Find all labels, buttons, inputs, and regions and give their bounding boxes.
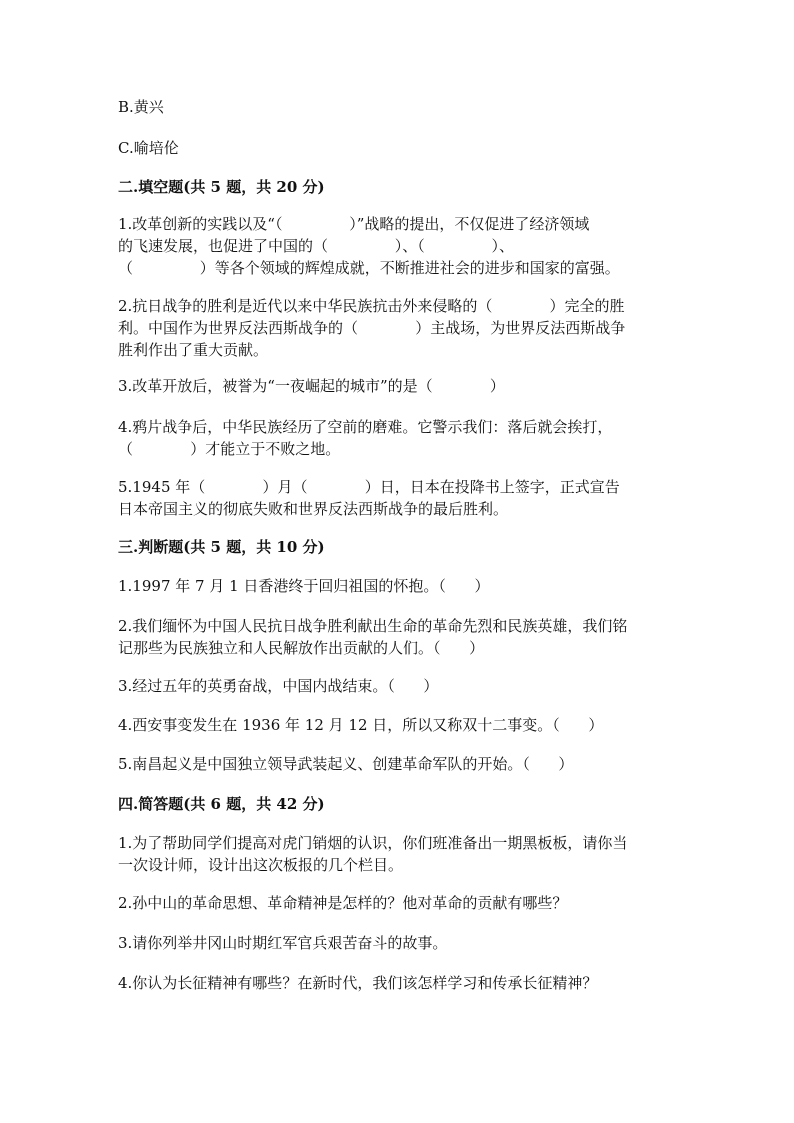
section-judge-heading-text: 三.判断题(共 5 题，共 10 分)	[118, 538, 325, 556]
judge-q5-line: 5.南昌起义是中国独立领导武装起义、创建革命军队的开始。（ ）	[118, 755, 574, 773]
fill-q4-line: （ ）才能立于不败之地。	[118, 440, 341, 458]
fill-q1-line: 1.改革创新的实践以及“（ ）”战略的提出，不仅促进了经济领域	[118, 215, 590, 233]
fill-q2-line: 利。中国作为世界反法西斯战争的（ ）主战场，为世界反法西斯战争	[118, 319, 626, 337]
judge-q2-line: 记那些为民族独立和人民解放作出贡献的人们。（ ）	[118, 639, 485, 657]
fill-question-5	[118, 476, 674, 520]
fill-question-4	[118, 416, 674, 460]
section-judge-heading	[118, 536, 674, 558]
choice-option-c	[118, 137, 674, 159]
short-question-1	[118, 832, 674, 876]
section-fill-heading-text: 二.填空题(共 5 题，共 20 分)	[118, 178, 325, 196]
judge-question-4	[118, 714, 674, 736]
judge-q1-line: 1.1997 年 7 月 1 日香港终于回归祖国的怀抱。（ ）	[118, 577, 490, 595]
fill-q5-line: 5.1945 年（ ）月（ ）日，日本在投降书上签字，正式宣告	[118, 478, 620, 496]
judge-q4-line: 4.西安事变发生在 1936 年 12 月 12 日，所以又称双十二事变。（ ）	[118, 716, 604, 734]
choice-option-b	[118, 96, 674, 118]
section-fill-heading	[118, 176, 674, 198]
short-q4-line: 4.你认为长征精神有哪些？在新时代，我们该怎样学习和传承长征精神？	[118, 974, 598, 992]
judge-question-3	[118, 675, 674, 697]
fill-q2-line: 胜利作出了重大贡献。	[118, 341, 269, 359]
judge-question-5	[118, 753, 674, 775]
section-short-heading-text: 四.简答题(共 6 题，共 42 分)	[118, 795, 325, 813]
fill-question-3	[118, 375, 674, 397]
fill-question-1	[118, 213, 674, 279]
short-q2-line: 2.孙中山的革命思想、革命精神是怎样的？他对革命的贡献有哪些？	[118, 894, 568, 912]
short-q1-line: 一次设计师，设计出这次板报的几个栏目。	[118, 856, 404, 874]
short-q3-line: 3.请你列举井冈山时期红军官兵艰苦奋斗的故事。	[118, 934, 448, 952]
fill-q1-line: （ ）等各个领域的辉煌成就，不断推进社会的进步和国家的富强。	[118, 259, 620, 277]
fill-q5-line: 日本帝国主义的彻底失败和世界反法西斯战争的最后胜利。	[118, 500, 509, 518]
fill-q1-line: 的飞速发展，也促进了中国的（ ）、（ ）、	[118, 237, 515, 255]
fill-q3-line: 3.改革开放后，被誉为“一夜崛起的城市”的是（ ）	[118, 377, 505, 395]
judge-question-1	[118, 575, 674, 597]
short-q1-line: 1.为了帮助同学们提高对虎门销烟的认识，你们班准备出一期黑板板，请你当	[118, 834, 628, 852]
choice-option-c-text: C.喻培伦	[118, 139, 179, 157]
judge-question-2	[118, 615, 674, 659]
fill-question-2	[118, 295, 674, 361]
section-short-heading	[118, 793, 674, 815]
choice-option-b-text: B.黄兴	[118, 98, 164, 116]
fill-q2-line: 2.抗日战争的胜利是近代以来中华民族抗击外来侵略的（ ）完全的胜	[118, 297, 625, 315]
judge-q3-line: 3.经过五年的英勇奋战，中国内战结束。（ ）	[118, 677, 439, 695]
short-question-2	[118, 892, 674, 914]
short-question-4	[118, 972, 674, 994]
fill-q4-line: 4.鸦片战争后，中华民族经历了空前的磨难。它警示我们：落后就会挨打，	[118, 418, 613, 436]
judge-q2-line: 2.我们缅怀为中国人民抗日战争胜利献出生命的革命先烈和民族英雄，我们铭	[118, 617, 628, 635]
short-question-3	[118, 932, 674, 954]
